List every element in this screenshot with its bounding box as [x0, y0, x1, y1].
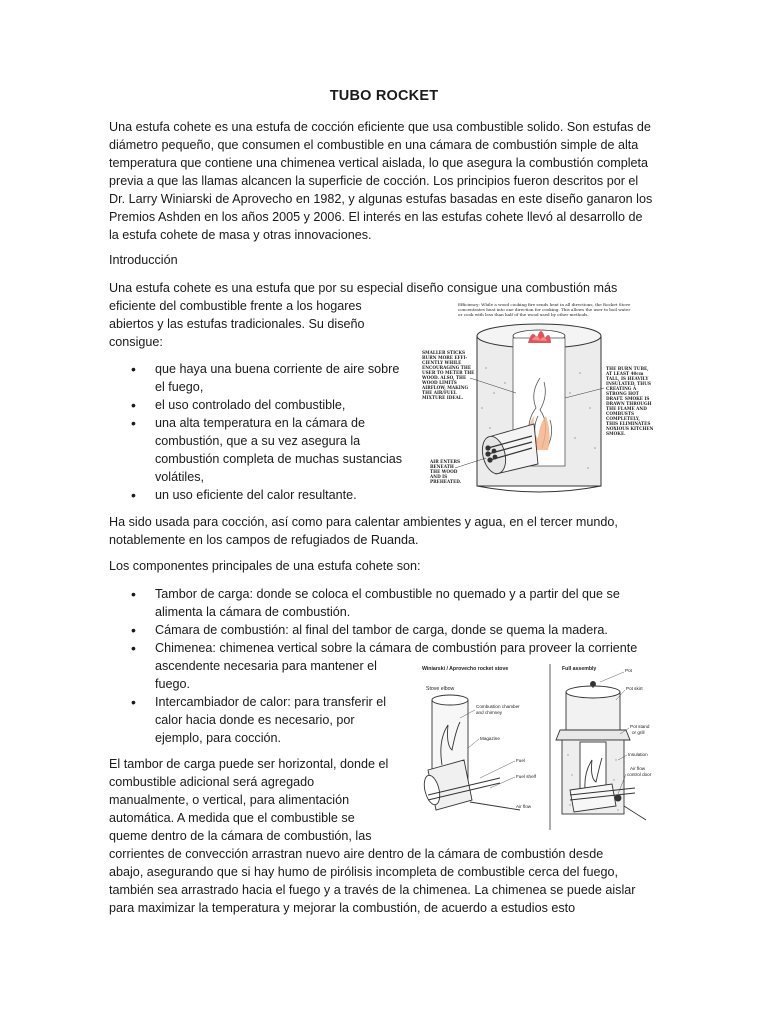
note-line: INSULATED, THUS: [606, 381, 651, 386]
label: Pot skirt: [626, 686, 643, 691]
text-line: fuego.: [155, 677, 191, 691]
introduccion-lead-rest: [109, 297, 419, 351]
text-line: volátiles,: [155, 470, 204, 484]
list-item: [109, 414, 419, 486]
note-line: DRAFT. SMOKE IS: [606, 396, 650, 401]
label: Insulation: [628, 752, 648, 757]
label: Pot: [625, 668, 632, 673]
note-line: THE WOOD: [430, 469, 458, 474]
rocket-stove-diagram: [420, 298, 656, 498]
section-heading-introduccion: Introducción: [109, 253, 178, 267]
text-line: combustión completa de muchas sustancias: [155, 452, 403, 466]
note-line: COMPLETELY,: [606, 416, 640, 421]
note-line: USER TO METER THE: [422, 370, 475, 375]
caption-line: or cook with less than half of the wood used by other methods.: [458, 312, 589, 317]
bottom-notes: [429, 459, 462, 484]
text-line: • Chimenea: chimenea vertical sobre la cámara de combustión para proveer la corriente: [155, 641, 638, 655]
note-line: SMOKE.: [606, 431, 626, 436]
page-title: TUBO ROCKET: [329, 88, 439, 104]
text-line: • Cámara de combustión: al final del tambor de carga, donde se quema la madera.: [155, 623, 608, 637]
note-line: CREATING A: [606, 386, 637, 391]
text-line: • Intercambiador de calor: para transferir el: [155, 695, 386, 709]
note-line: BURN MORE EFFI-: [422, 355, 468, 360]
note-line: AND IS: [430, 474, 448, 479]
list-item: [109, 360, 419, 396]
note-line: SMALLER STICKS: [422, 350, 466, 355]
text-line: El tambor de carga puede ser horizontal, donde el: [109, 757, 389, 771]
label: or grill: [632, 730, 645, 735]
introduccion-lead-line: Una estufa cohete es una estufa que por su especial diseño consigue una combustión más: [109, 281, 618, 295]
note-line: BENEATH: [430, 464, 454, 469]
text-line: • que haya una buena corriente de aire sobre: [155, 362, 400, 376]
note-line: NOXIOUS KITCHEN: [606, 426, 654, 431]
text-line: consigue:: [109, 335, 163, 349]
label: Fuel: [516, 758, 525, 763]
note-line: AIRFLOW, MAKING: [422, 385, 469, 390]
label: Magazine: [480, 736, 500, 741]
introduccion-bullet-list: [109, 360, 419, 504]
text-line: abajo, asegurando que si hay humo de pirólisis incompleta de combustible cerca del fuego,: [109, 865, 618, 879]
text-line: el fuego,: [155, 380, 204, 394]
text-line: manualmente, o vertical, para alimentación: [109, 793, 350, 807]
note-line: WOOD LIMITS: [422, 380, 457, 385]
note-line: COMBUSTS: [606, 411, 634, 416]
note-line: AT LEAST 40cm: [606, 371, 644, 376]
text-line: corrientes de convección arrastran nuevo aire dentro de la cámara de combustión desde: [109, 847, 604, 861]
note-line: TALL, IS HEAVILY: [606, 376, 649, 381]
text-line: • Tambor de carga: donde se coloca el combustible no quemado y a partir del que se: [155, 587, 620, 601]
right-labels: [625, 668, 652, 777]
note-line: THE FLAME AND: [606, 406, 647, 411]
section-heading-componentes: Los componentes principales de una estufa cohete son:: [109, 559, 421, 573]
full-assembly-shape: [556, 682, 646, 821]
note-line: WOOD. ALSO, THE: [422, 375, 467, 380]
text-line: eficiente del combustible frente a los hogares: [109, 299, 362, 313]
text-line: combustible adicional será agregado: [109, 775, 315, 789]
tambor-paragraph-wide: [109, 845, 669, 917]
text-line: abiertos y las estufas tradicionales. Su diseño: [109, 317, 365, 331]
label: Pot stand: [630, 724, 650, 729]
text-line: ejemplo, para cocción.: [155, 731, 282, 745]
note-line: ENCOURAGING THE: [422, 365, 472, 370]
note-line: STRONG HOT: [606, 391, 639, 396]
list-item: [109, 486, 419, 504]
text-line: alimenta la cámara de combustión.: [155, 605, 351, 619]
diagram-caption: [458, 302, 631, 317]
figure-right-title: Full assembly: [562, 666, 597, 672]
note-line: AIR ENTERS: [430, 459, 460, 464]
label: Air flow: [516, 804, 532, 809]
label: Combustion chamber: [476, 704, 520, 709]
left-labels: [476, 704, 537, 809]
text-line: ascendente necesaria para mantener el: [155, 659, 377, 673]
text-line: queme dentro de la cámara de combustión, las: [109, 829, 372, 843]
text-line: también sea arrastrado hacia el fuego y a través de la chimenea. La chimenea se puede aislar: [109, 883, 636, 897]
left-notes: [421, 350, 474, 400]
list-item: [109, 585, 669, 621]
label: control door: [627, 772, 652, 777]
label: Air flow: [630, 766, 646, 771]
list-item: [109, 621, 669, 639]
text-line: calor hacia donde es necesario, por: [155, 713, 355, 727]
uso-paragraph: Ha sido usada para cocción, así como para calentar ambientes y agua, en el tercer mundo, notablemente en los campos de refugiados de Ruanda.: [109, 515, 618, 547]
text-line: para maximizar la temperatura y mejorar la combustión, de acuerdo a estudios esto: [109, 901, 576, 915]
label: and chimney: [476, 710, 503, 715]
label: Fuel shelf: [516, 774, 536, 779]
rocket-stove-assembly-diagram: [420, 660, 660, 830]
note-line: THIS ELIMINATES: [606, 421, 651, 426]
text-line: • un uso eficiente del calor resultante.: [155, 488, 357, 502]
text-line: combustión, que a su vez asegura la: [155, 434, 361, 448]
note-line: THE BURN TUBE,: [606, 366, 649, 371]
right-notes: [605, 366, 654, 436]
stove-elbow-label: Stove elbow: [426, 686, 455, 692]
note-line: THE AIR/FUEL: [422, 390, 457, 395]
intro-paragraph: Una estufa cohete es una estufa de cocción eficiente que usa combustible solido. Son estufas de diámetro pequeño, que consumen el combustible en una cámara de combustión simple de alta temperatura que contiene una chimenea vertical aislada, lo que asegura la combustión completa previa a que las llamas alcancen la superficie de cocción. Los principios fueron descritos por el Dr. Larry Winiarski de Aprovecho en 1982, y algunas estufas basadas en este diseño ganaron los Premios Ashden en los años 2005 y 2006. El interés en las estufas cohete llevó al desarrollo de la estufa cohete de masa y otras innovaciones.: [109, 120, 653, 242]
text-line: • el uso controlado del combustible,: [155, 398, 346, 412]
note-line: MIXTURE IDEAL.: [422, 395, 464, 400]
figure-left-title: Winiarski / Aprovecho rocket stove: [422, 666, 509, 672]
note-line: DRAWN THROUGH: [606, 401, 652, 406]
note-line: CIENTLY WHILE: [422, 360, 462, 365]
tambor-paragraph-narrow: [109, 755, 409, 845]
list-item: [109, 396, 419, 414]
caption-line: concentrates heat into one direction for cooking. This allows the user to boil water: [458, 307, 631, 312]
caption-line: Efficiency: While a wood cooking fire sends heat in all directions, the Rocket Stove: [458, 302, 631, 307]
text-line: • una alta temperatura en la cámara de: [155, 416, 366, 430]
note-line: PREHEATED.: [430, 479, 462, 484]
text-line: automática. A medida que el combustible se: [109, 811, 355, 825]
